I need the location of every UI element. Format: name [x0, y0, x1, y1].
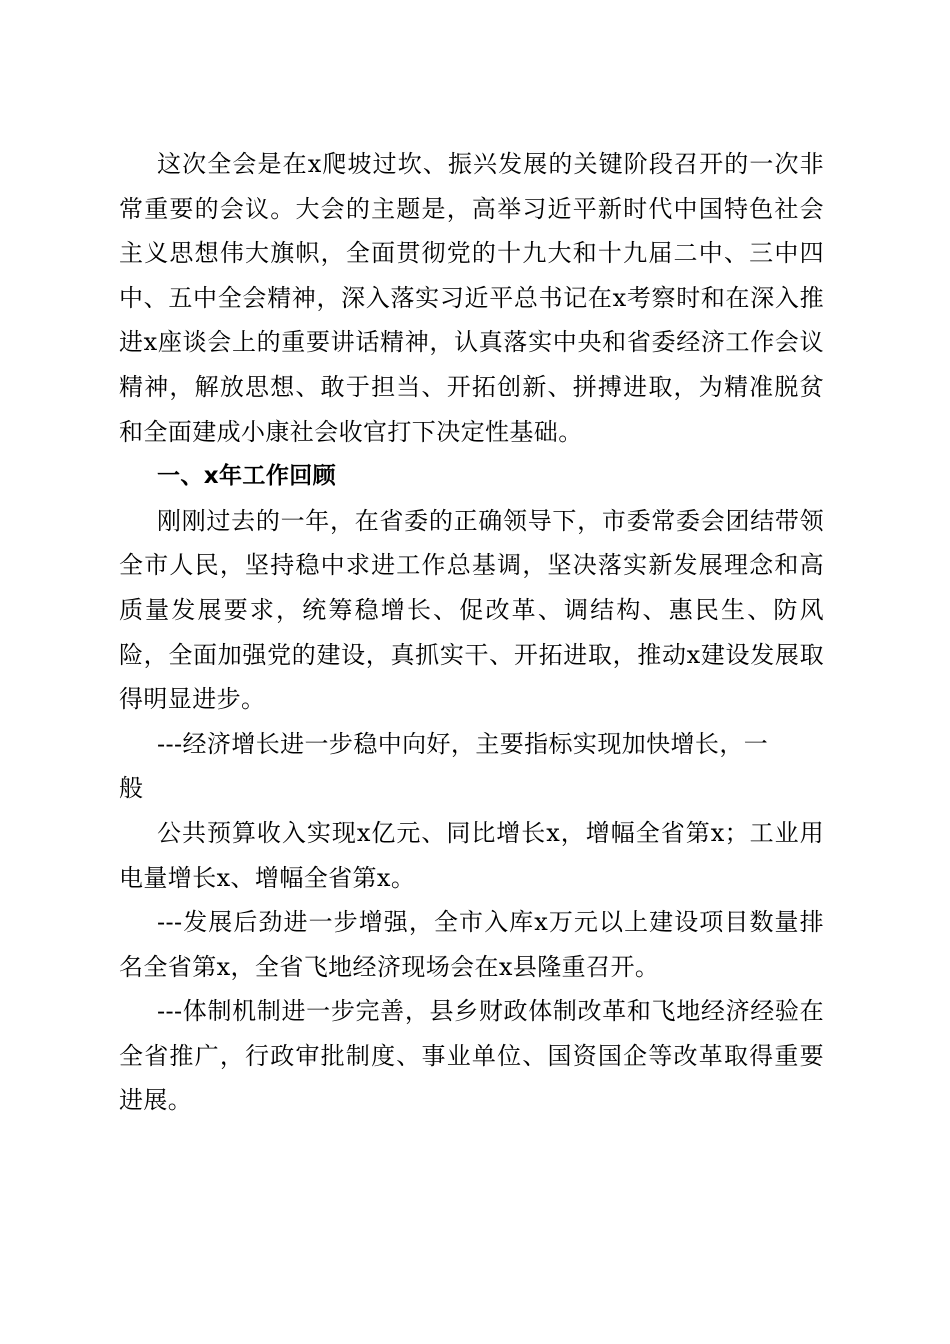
budget-revenue-paragraph: 公共预算收入实现x亿元、同比增长x，增幅全省第x；工业用电量增长x、增幅全省第x。	[119, 818, 824, 892]
development-item-paragraph: ---发展后劲进一步增强，全市入库x万元以上建设项目数量排名全省第x，全省飞地经济现场会在x县隆重召开。	[119, 908, 824, 981]
reform-item-paragraph: ---体制机制进一步完善，县乡财政体制改革和飞地经济经验在全省推广，行政审批制度、事业单位、国资国企等改革取得重要进展。	[119, 997, 824, 1115]
section-heading: 一、x年工作回顾	[157, 463, 337, 490]
document-body	[119, 142, 824, 1123]
opening-paragraph: 这次全会是在x爬坡过坎、振兴发展的关键阶段召开的一次非常重要的会议。大会的主题是，高举习近平新时代中国特色社会主义思想伟大旗帜，全面贯彻党的十九大和十九届二中、三中四中、五中全会精神，深入落实习近平总书记在x考察时和在深入推进x座谈会上的重要讲话精神，认真落实中央和省委经济工作会议精神，解放思想、敢于担当、开拓创新、拼搏进取，为精准脱贫和全面建成小康社会收官打下决定性基础。	[119, 150, 824, 446]
economy-item-wrap: 般	[119, 774, 144, 803]
economy-item-line: ---经济增长进一步稳中向好，主要指标实现加快增长，一	[157, 729, 769, 758]
review-intro-paragraph: 刚刚过去的一年，在省委的正确领导下，市委常委会团结带领全市人民，坚持稳中求进工作总基调，坚决落实新发展理念和高质量发展要求，统筹稳增长、促改革、调结构、惠民生、防风险，全面加强党的建设，真抓实干、开拓进取，推动x建设发展取得明显进步。	[119, 506, 824, 714]
